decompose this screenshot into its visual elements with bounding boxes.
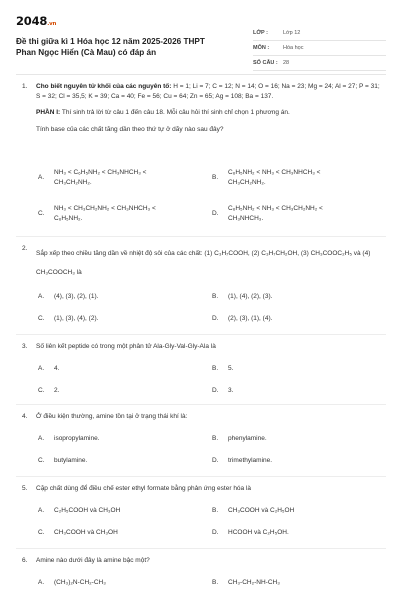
option-text: butylamine. xyxy=(54,457,88,464)
option-text: 5. xyxy=(228,365,234,372)
option-label: A. xyxy=(38,579,45,586)
option-text: (1), (3), (4), (2). xyxy=(54,315,99,322)
question-divider xyxy=(16,334,386,335)
option-text: (2), (3), (1), (4). xyxy=(228,315,273,322)
q3-option-c[interactable] xyxy=(38,386,198,396)
option-label: C. xyxy=(38,387,45,394)
q1-option-b[interactable] xyxy=(212,168,382,187)
question-3-text: Số liên kết peptide có trong một phân tử Ala-Gly-Val-Gly-Ala là xyxy=(36,343,216,350)
question-2-text: Sắp xếp theo chiều tăng dần về nhiệt độ sôi của các chất: (1) C₃H₇COOH, (2) C₃H₇CH₂OH, (3) CH₃COOC₂H₅ và (4) CH₃COOCH₃ là xyxy=(36,250,371,276)
question-1-intro xyxy=(36,82,384,101)
option-label: C. xyxy=(38,529,45,536)
q2-option-d[interactable] xyxy=(212,314,372,324)
option-text: phenylamine. xyxy=(228,435,267,442)
question-number: 3. xyxy=(22,343,28,350)
meta-key: SỐ CÂU : xyxy=(253,60,278,66)
option-label: A. xyxy=(38,435,45,442)
q5-option-a[interactable] xyxy=(38,506,198,516)
option-text: CH₃-CH₂-NH-CH₃ xyxy=(228,579,280,586)
option-text: HCOOH và C₂H₅OH. xyxy=(228,529,289,536)
meta-key: MÔN : xyxy=(253,45,270,51)
option-label: A. xyxy=(38,174,45,181)
option-label: D. xyxy=(212,529,219,536)
logo-main: 2048 xyxy=(16,14,48,28)
q5-option-d[interactable] xyxy=(212,528,372,538)
q4-option-d[interactable] xyxy=(212,456,372,466)
q3-option-b[interactable] xyxy=(212,364,372,374)
question-divider xyxy=(16,476,386,477)
option-label: D. xyxy=(212,387,219,394)
option-label: A. xyxy=(38,365,45,372)
question-5-text: Cặp chất dùng để điều chế ester ethyl formate bằng phản ứng ester hóa là xyxy=(36,485,252,492)
meta-row-subject xyxy=(253,41,386,56)
option-line-2: CH₃NHCH₃. xyxy=(228,214,264,222)
option-line-2: C₆H₅NH₂. xyxy=(54,214,83,222)
option-text: (CH₃)₂N-CH₂-CH₃ xyxy=(54,579,106,586)
option-label: B. xyxy=(212,174,219,181)
meta-key: LỚP : xyxy=(253,30,268,36)
q6-option-a[interactable] xyxy=(38,578,198,588)
option-text: isopropylamine. xyxy=(54,435,100,442)
question-1 xyxy=(22,82,384,134)
option-label: B. xyxy=(212,435,219,442)
q2-option-a[interactable] xyxy=(38,292,198,302)
option-label: C. xyxy=(38,457,45,464)
meta-value: Lớp 12 xyxy=(283,30,301,36)
question-6 xyxy=(22,556,384,566)
site-logo[interactable] xyxy=(16,14,56,28)
q5-option-c[interactable] xyxy=(38,528,198,538)
option-label: B. xyxy=(212,507,219,514)
option-text: C₂H₅COOH và CH₃OH xyxy=(54,507,121,514)
option-text: 2. xyxy=(54,387,60,394)
option-label: B. xyxy=(212,293,219,300)
q2-option-c[interactable] xyxy=(38,314,198,324)
option-label: B. xyxy=(212,579,219,586)
question-number: 5. xyxy=(22,485,28,492)
q1-option-d[interactable] xyxy=(212,204,382,223)
question-3 xyxy=(22,342,384,352)
header xyxy=(16,14,386,66)
q1-option-a[interactable] xyxy=(38,168,198,187)
option-text: trimethylamine. xyxy=(228,457,273,464)
part-label: PHẦN I: xyxy=(36,109,61,117)
part-instruction xyxy=(36,108,384,118)
option-line-1: NH₃ < C₆H₅NH₂ < CH₃NHCH₃ < xyxy=(54,169,147,176)
option-text: (4), (3), (2), (1). xyxy=(54,293,99,300)
intro-bold: Cho biết nguyên tử khối của các nguyên tố: xyxy=(36,83,172,90)
exam-meta-table xyxy=(253,26,386,71)
option-text: CH₃COOH và CH₃OH xyxy=(54,529,118,536)
question-4-text: Ở điều kiện thường, amine tồn tại ở trạng thái khí là: xyxy=(36,413,188,420)
question-1-text: Tính base của các chất tăng dần theo thứ tự ở dãy nào sau đây? xyxy=(36,125,224,133)
meta-value: 28 xyxy=(283,60,290,66)
meta-value: Hóa học xyxy=(283,45,304,51)
option-line-1: C₆H₅NH₂ < NH₃ < CH₃CH₂NH₂ < xyxy=(228,205,323,212)
header-divider xyxy=(16,74,386,75)
question-number: 1. xyxy=(22,83,28,90)
option-label: D. xyxy=(212,315,219,322)
page-title: Đề thi giữa kì 1 Hóa học 12 năm 2025-2026 THPT Phan Ngọc Hiển (Cà Mau) có đáp án xyxy=(16,37,205,57)
q4-option-b[interactable] xyxy=(212,434,372,444)
question-divider xyxy=(16,404,386,405)
option-label: A. xyxy=(38,293,45,300)
option-line-2: CH₃CH₂NH₂. xyxy=(54,178,92,186)
q3-option-a[interactable] xyxy=(38,364,198,374)
question-2 xyxy=(22,244,384,282)
question-number: 6. xyxy=(22,557,28,564)
option-line-2: CH₃CH₂NH₂. xyxy=(228,178,266,186)
q3-option-d[interactable] xyxy=(212,386,372,396)
q2-option-b[interactable] xyxy=(212,292,372,302)
q5-option-b[interactable] xyxy=(212,506,372,516)
meta-row-count xyxy=(253,56,386,71)
option-label: D. xyxy=(212,210,219,217)
q4-option-c[interactable] xyxy=(38,456,198,466)
question-number: 4. xyxy=(22,413,28,420)
question-divider xyxy=(16,236,386,237)
question-divider xyxy=(16,548,386,549)
option-label: A. xyxy=(38,507,45,514)
q4-option-a[interactable] xyxy=(38,434,198,444)
q6-option-b[interactable] xyxy=(212,578,372,588)
question-number: 2. xyxy=(22,245,28,252)
question-5 xyxy=(22,484,384,494)
option-line-1: NH₃ < CH₃CH₂NH₂ < CH₃NHCH₃ < xyxy=(54,205,156,212)
option-label: D. xyxy=(212,457,219,464)
part-text: Thí sinh trả lời từ câu 1 đến câu 18. Mỗi câu hỏi thí sinh chỉ chọn 1 phương án. xyxy=(60,109,290,117)
option-text: 4. xyxy=(54,365,60,372)
q1-option-c[interactable] xyxy=(38,204,208,223)
meta-row-class xyxy=(253,26,386,41)
option-text: 3. xyxy=(228,387,234,394)
option-text: CH₃COOH và C₂H₅OH xyxy=(228,507,295,514)
question-4 xyxy=(22,412,384,422)
option-label: C. xyxy=(38,315,45,322)
option-label: B. xyxy=(212,365,219,372)
option-text: (1), (4), (2), (3). xyxy=(228,293,273,300)
question-6-text: Amine nào dưới đây là amine bậc một? xyxy=(36,557,150,564)
option-line-1: C₆H₅NH₂ < NH₃ < CH₃NHCH₃ < xyxy=(228,169,321,176)
option-label: C. xyxy=(38,210,45,217)
intro-text: H = 1; Li = 7; C = 12; N = 14; O = 16; Na = 23; Mg = 24; Al = 27; P = 31; S = 32; Cl = 35,5; K = 39; Ca = 40; Fe = 56; Cu = 64; Zn = 65; Ag = 108; Ba = 137. xyxy=(36,83,380,100)
logo-suffix: .vn xyxy=(47,21,57,27)
